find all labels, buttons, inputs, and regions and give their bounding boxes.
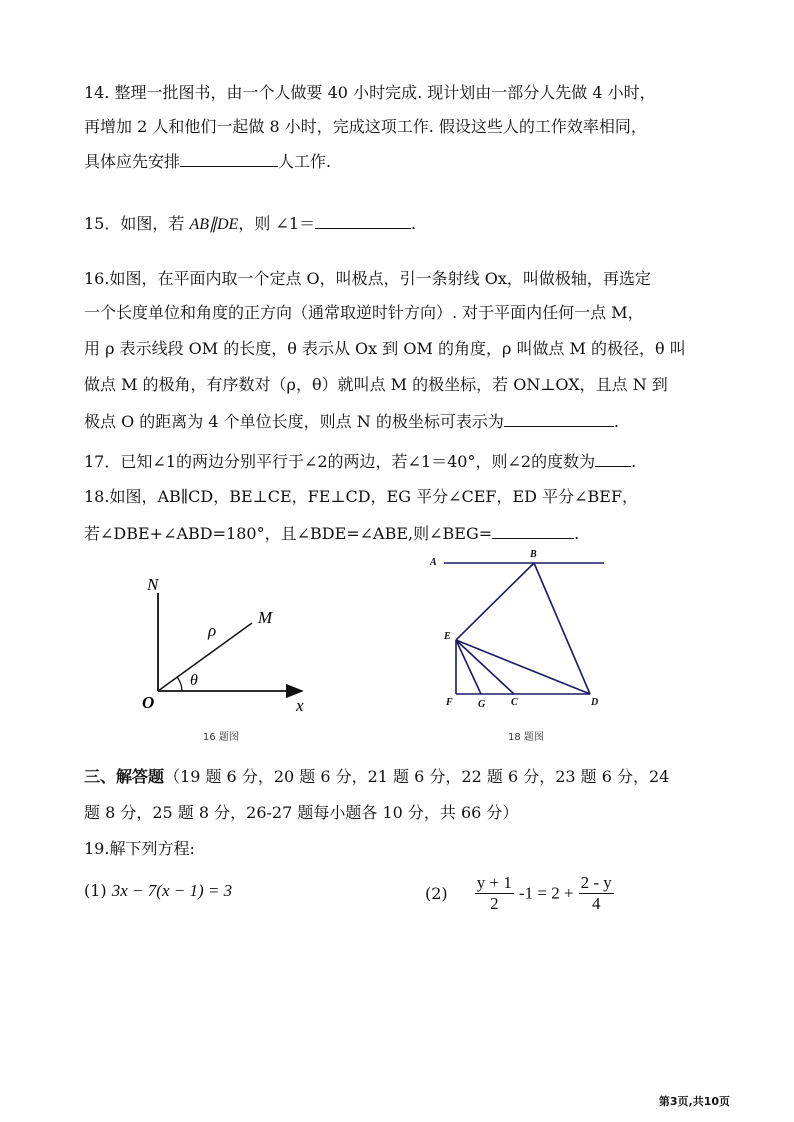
fig18-segment-ec bbox=[456, 640, 514, 694]
q18-answer-blank[interactable] bbox=[492, 522, 574, 539]
q16-line1: 16.如图，在平面内取一个定点 O，叫极点，引一条射线 Ox，叫做极轴，再选定 bbox=[84, 269, 651, 288]
q19-p2-den2: 4 bbox=[591, 894, 601, 913]
q14-line2: 再增加 2 人和他们一起做 8 小时，完成这项工作. 假设这些人的工作效率相同， bbox=[84, 117, 647, 136]
fig18-caption: 18 题图 bbox=[508, 732, 544, 743]
fig18-label-f: F bbox=[446, 697, 453, 708]
fig16-caption: 16 题图 bbox=[203, 732, 239, 743]
q16-line5-text-b: . bbox=[613, 412, 619, 431]
fig16-theta-arc bbox=[177, 677, 182, 691]
q14-line3 bbox=[84, 150, 331, 173]
q19-p2-label: (2) bbox=[425, 884, 448, 903]
page-footer: 第3页,共10页 bbox=[658, 1095, 730, 1108]
section3-line2: 题 8 分，25 题 8 分，26-27 题每小题各 10 分，共 66 分） bbox=[84, 803, 519, 822]
q14-line1: 14. 整理一批图书，由一个人做要 40 小时完成. 现计划由一部分人先做 4 小时， bbox=[84, 83, 656, 102]
q19-p2-fraction1 bbox=[475, 873, 514, 914]
fig18-label-c: C bbox=[511, 697, 518, 708]
q15-line bbox=[84, 212, 416, 236]
q15-middle: ，则 ∠1＝ bbox=[238, 214, 316, 233]
q19-p2-den1: 2 bbox=[490, 894, 499, 913]
fig18-segment-eb bbox=[456, 563, 534, 640]
q18-line1: 18.如图，AB∥CD，BE⊥CE，FE⊥CD，EG 平分∠CEF，ED 平分∠BEF， bbox=[84, 487, 639, 506]
fig16-label-theta: θ bbox=[190, 672, 198, 689]
figure-16 bbox=[130, 568, 330, 718]
q15-math: AB∥DE bbox=[189, 216, 239, 233]
q18-line2-text-b: . bbox=[574, 524, 580, 543]
q19-p2-middle: -1 = 2 + bbox=[518, 883, 574, 903]
q19-p1-equation: 3x − 7(x − 1) = 3 bbox=[111, 881, 233, 900]
q17-answer-blank[interactable] bbox=[595, 450, 631, 467]
section3-line1 bbox=[84, 766, 669, 788]
q14-line3-text-b: 人工作. bbox=[278, 152, 332, 171]
q17-end: . bbox=[631, 452, 637, 471]
q17-line bbox=[84, 450, 636, 473]
q14-line3-text-a: 具体应先安排 bbox=[84, 152, 181, 171]
q19-p2-num2: 2 - y bbox=[580, 873, 612, 892]
q18-line2-text-a: 若∠DBE+∠ABD=180°，且∠BDE=∠ABE,则∠BEG= bbox=[84, 524, 493, 543]
fig16-label-rho: ρ bbox=[208, 621, 217, 640]
q17-text: 17．已知∠1的两边分别平行于∠2的两边，若∠1＝40°，则∠2的度数为 bbox=[84, 452, 596, 471]
fig16-label-x: x bbox=[296, 696, 304, 715]
fig18-label-d: D bbox=[591, 697, 599, 708]
fig18-label-b: B bbox=[530, 549, 537, 560]
fig16-label-o: O bbox=[142, 693, 155, 712]
q19-p2-fraction2 bbox=[579, 873, 614, 914]
section3-scoring-a: （19 题 6 分，20 题 6 分，21 题 6 分，22 题 6 分，23 题 6 分，24 bbox=[164, 767, 670, 786]
q14-answer-blank[interactable] bbox=[180, 150, 278, 167]
section3-title: 三、解答题 bbox=[84, 767, 165, 786]
q15-prefix: 15．如图，若 bbox=[84, 214, 190, 233]
q15-answer-blank[interactable] bbox=[315, 212, 411, 229]
fig18-label-e: E bbox=[444, 631, 451, 642]
q15-end: . bbox=[411, 214, 417, 233]
q16-answer-blank[interactable] bbox=[504, 410, 614, 427]
figure-18 bbox=[420, 545, 620, 715]
q19-part1 bbox=[84, 880, 232, 902]
q16-line5 bbox=[84, 410, 619, 433]
fig16-om-ray bbox=[158, 623, 252, 691]
fig16-label-n: N bbox=[147, 575, 159, 594]
fig18-label-g: G bbox=[478, 699, 486, 710]
q16-line5-text-a: 极点 O 的距离为 4 个单位长度，则点 N 的极坐标可表示为 bbox=[84, 412, 504, 431]
q19-part2 bbox=[425, 873, 614, 914]
fig18-label-a: A bbox=[430, 557, 437, 568]
q16-line2: 一个长度单位和角度的正方向（通常取逆时针方向）. 对于平面内任何一点 M， bbox=[84, 303, 644, 322]
q19-p1-label: (1) bbox=[84, 881, 107, 900]
q16-line3: 用 ρ 表示线段 OM 的长度，θ 表示从 Ox 到 OM 的角度，ρ 叫做点 M 的极径，θ 叫 bbox=[84, 339, 686, 358]
q19-p2-num1: y + 1 bbox=[476, 873, 512, 892]
fig16-label-m: M bbox=[258, 608, 273, 627]
q16-line4: 做点 M 的极角，有序数对（ρ，θ）就叫点 M 的极坐标，若 ON⊥OX，且点 N 到 bbox=[84, 375, 668, 394]
q18-line2 bbox=[84, 522, 579, 545]
q19-title: 19.解下列方程: bbox=[84, 839, 195, 858]
